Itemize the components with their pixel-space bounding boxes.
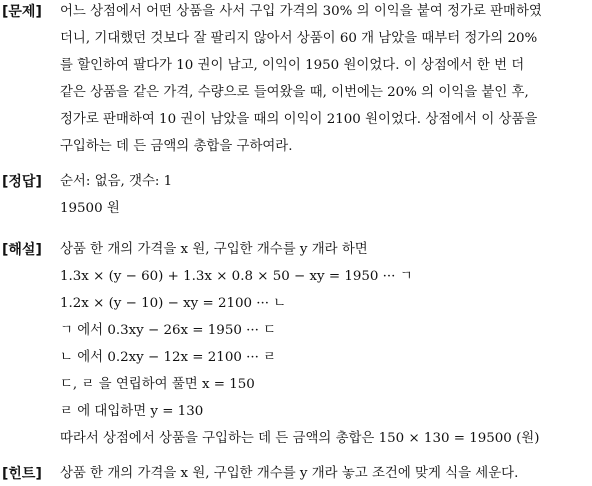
solution-line: ㄹ 에 대입하면 y = 130: [60, 404, 204, 419]
hint-text: [60, 462, 588, 486]
problem-line: 를 할인하여 팔다가 10 권이 남고, 이익이 1950 원이었다. 이 상점에서 한 번 더: [60, 58, 525, 73]
answer-label: [정답]: [2, 174, 42, 190]
equation-4: ㄴ 에서 0.2xy − 12x = 2100 ··· ㄹ: [60, 350, 277, 365]
answer-line: 19500 원: [60, 201, 120, 216]
problem-line: 정가로 판매하여 10 권이 남았을 때의 이익이 2100 원이었다. 상점에서 이 상품을: [60, 112, 538, 127]
solution-text: [60, 238, 588, 451]
answer-text: [60, 170, 588, 221]
problem-line: 구입하는 데 든 금액의 총합을 구하여라.: [60, 139, 293, 154]
solution-line: 상품 한 개의 가격을 x 원, 구입한 개수를 y 개라 하면: [60, 242, 368, 257]
answer-line: 순서: 없음, 갯수: 1: [60, 174, 173, 189]
problem-text: [60, 0, 588, 159]
hint-label: [힌트]: [2, 466, 42, 482]
solution-label: [해설]: [2, 242, 42, 258]
problem-label: [문제]: [2, 4, 42, 20]
solution-line: ㄷ, ㄹ 을 연립하여 풀면 x = 150: [60, 377, 255, 392]
problem-line: 같은 상품을 같은 가격, 수량으로 들여왔을 때, 이번에는 20% 의 이익을 붙인 후,: [60, 85, 529, 100]
problem-line: 더니, 기대했던 것보다 잘 팔리지 않아서 상품이 60 개 남았을 때부터 정가의 20%: [60, 31, 538, 46]
solution-conclusion: 따라서 상점에서 상품을 구입하는 데 든 금액의 총합은 150 × 130 = 19500 (원): [60, 431, 540, 446]
hint-line: 상품 한 개의 가격을 x 원, 구입한 개수를 y 개라 놓고 조건에 맞게 식을 세운다.: [60, 466, 519, 481]
equation-1: 1.3x × (y − 60) + 1.3x × 0.8 × 50 − xy = 1950 ··· ㄱ: [60, 269, 413, 284]
equation-2: 1.2x × (y − 10) − xy = 2100 ··· ㄴ: [60, 296, 287, 311]
problem-line: 어느 상점에서 어떤 상품을 사서 구입 가격의 30% 의 이익을 붙여 정가로 판매하였: [60, 4, 542, 19]
equation-3: ㄱ 에서 0.3xy − 26x = 1950 ··· ㄷ: [60, 323, 277, 338]
